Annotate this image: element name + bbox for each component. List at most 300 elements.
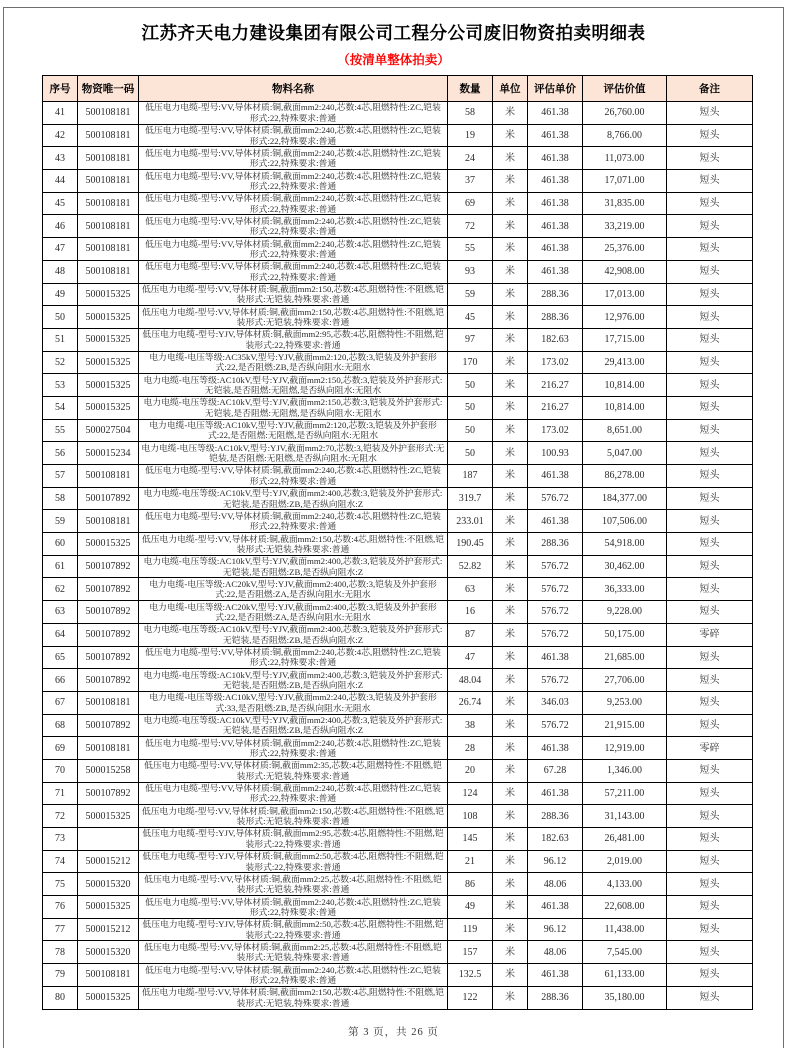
table-row xyxy=(43,737,753,760)
remark-cell: 短头 xyxy=(667,828,753,851)
unit-price-cell: 461.38 xyxy=(528,782,583,805)
row-number-cell: 58 xyxy=(43,487,78,510)
assessed-value-cell: 17,013.00 xyxy=(583,283,667,306)
material-name-cell: 电力电缆-电压等级:AC10kV,型号:YJV,截面mm2:400,芯数:3,铠装及外护套形式:无铠装,是否阻燃:ZB,是否纵向阻水:Z xyxy=(139,555,448,578)
remark-cell: 短头 xyxy=(667,533,753,556)
material-name-cell: 电力电缆-电压等级:AC20kV,型号:YJV,截面mm2:400,芯数:3,铠装及外护套形式:22,是否阻燃:ZA,是否纵向阻水:无阻水 xyxy=(139,578,448,601)
material-code-cell: 500015325 xyxy=(78,896,139,919)
material-name-cell: 低压电力电缆-型号:VV,导体材质:铜,截面mm2:240,芯数:4芯,阻燃特性:ZC,铠装形式:22,特殊要求:普通 xyxy=(139,465,448,488)
material-code-cell: 500107892 xyxy=(78,487,139,510)
row-number-cell: 71 xyxy=(43,782,78,805)
remark-cell: 短头 xyxy=(667,396,753,419)
unit-price-cell: 576.72 xyxy=(528,555,583,578)
assessed-value-cell: 35,180.00 xyxy=(583,986,667,1009)
row-number-cell: 61 xyxy=(43,555,78,578)
remark-cell: 短头 xyxy=(667,782,753,805)
table-row xyxy=(43,124,753,147)
material-name-cell: 电力电缆-电压等级:AC20kV,型号:YJV,截面mm2:400,芯数:3,铠装及外护套形式:22,是否阻燃:ZA,是否纵向阻水:无阻水 xyxy=(139,601,448,624)
quantity-cell: 37 xyxy=(448,170,493,193)
table-row xyxy=(43,782,753,805)
unit-cell: 米 xyxy=(493,215,528,238)
unit-price-cell: 461.38 xyxy=(528,147,583,170)
unit-price-cell: 216.27 xyxy=(528,374,583,397)
unit-cell: 米 xyxy=(493,918,528,941)
remark-cell: 短头 xyxy=(667,941,753,964)
material-code-cell: 500108181 xyxy=(78,238,139,261)
material-code-cell xyxy=(78,828,139,851)
row-number-cell: 76 xyxy=(43,896,78,919)
assessed-value-cell: 10,814.00 xyxy=(583,374,667,397)
table-row xyxy=(43,419,753,442)
table-row xyxy=(43,601,753,624)
material-name-cell: 电力电缆-电压等级:AC10kV,型号:YJV,截面mm2:120,芯数:3,铠装及外护套形式:22,是否阻燃:无阻燃,是否纵向阻水:无阻水 xyxy=(139,419,448,442)
unit-cell: 米 xyxy=(493,533,528,556)
assessed-value-cell: 50,175.00 xyxy=(583,623,667,646)
material-code-cell: 500027504 xyxy=(78,419,139,442)
table-row xyxy=(43,510,753,533)
material-name-cell: 电力电缆-电压等级:AC10kV,型号:YJV,截面mm2:400,芯数:3,铠装及外护套形式:无铠装,是否阻燃:ZB,是否纵向阻水:Z xyxy=(139,623,448,646)
table-row xyxy=(43,964,753,987)
row-number-cell: 41 xyxy=(43,102,78,125)
unit-cell: 米 xyxy=(493,374,528,397)
material-name-cell: 低压电力电缆-型号:VV,导体材质:铜,截面mm2:240,芯数:4芯,阻燃特性:ZC,铠装形式:22,特殊要求:普通 xyxy=(139,782,448,805)
quantity-cell: 16 xyxy=(448,601,493,624)
material-code-cell: 500015325 xyxy=(78,351,139,374)
assessed-value-cell: 42,908.00 xyxy=(583,260,667,283)
remark-cell: 短头 xyxy=(667,918,753,941)
quantity-cell: 48.04 xyxy=(448,669,493,692)
unit-price-cell: 288.36 xyxy=(528,533,583,556)
unit-cell: 米 xyxy=(493,714,528,737)
material-code-cell: 500015212 xyxy=(78,850,139,873)
assessed-value-cell: 61,133.00 xyxy=(583,964,667,987)
quantity-cell: 50 xyxy=(448,442,493,465)
row-number-cell: 72 xyxy=(43,805,78,828)
assessed-value-cell: 27,706.00 xyxy=(583,669,667,692)
assessed-value-cell: 11,438.00 xyxy=(583,918,667,941)
header-material-name: 物料名称 xyxy=(139,76,448,102)
quantity-cell: 97 xyxy=(448,328,493,351)
header-serial-number: 序号 xyxy=(43,76,78,102)
row-number-cell: 42 xyxy=(43,124,78,147)
unit-price-cell: 576.72 xyxy=(528,487,583,510)
unit-price-cell: 96.12 xyxy=(528,918,583,941)
unit-cell: 米 xyxy=(493,964,528,987)
quantity-cell: 19 xyxy=(448,124,493,147)
unit-price-cell: 461.38 xyxy=(528,170,583,193)
quantity-cell: 55 xyxy=(448,238,493,261)
material-code-cell: 500015258 xyxy=(78,759,139,782)
quantity-cell: 93 xyxy=(448,260,493,283)
quantity-cell: 145 xyxy=(448,828,493,851)
material-code-cell: 500108181 xyxy=(78,465,139,488)
assessed-value-cell: 31,835.00 xyxy=(583,192,667,215)
material-name-cell: 低压电力电缆-型号:VV,导体材质:铜,截面mm2:25,芯数:4芯,阻燃特性:不阻燃,铠装形式:无铠装,特殊要求:普通 xyxy=(139,941,448,964)
assessed-value-cell: 7,545.00 xyxy=(583,941,667,964)
assessed-value-cell: 21,915.00 xyxy=(583,714,667,737)
material-name-cell: 电力电缆-电压等级:AC10kV,型号:YJV,截面mm2:400,芯数:3,铠装及外护套形式:无铠装,是否阻燃:ZB,是否纵向阻水:Z xyxy=(139,487,448,510)
unit-price-cell: 48.06 xyxy=(528,873,583,896)
header-unit: 单位 xyxy=(493,76,528,102)
unit-cell: 米 xyxy=(493,465,528,488)
unit-cell: 米 xyxy=(493,669,528,692)
unit-cell: 米 xyxy=(493,828,528,851)
unit-price-cell: 346.03 xyxy=(528,691,583,714)
material-code-cell: 500107892 xyxy=(78,623,139,646)
row-number-cell: 54 xyxy=(43,396,78,419)
unit-price-cell: 96.12 xyxy=(528,850,583,873)
unit-price-cell: 288.36 xyxy=(528,986,583,1009)
table-header-row xyxy=(43,76,753,102)
remark-cell: 短头 xyxy=(667,964,753,987)
unit-price-cell: 182.63 xyxy=(528,828,583,851)
quantity-cell: 187 xyxy=(448,465,493,488)
unit-price-cell: 576.72 xyxy=(528,714,583,737)
remark-cell: 短头 xyxy=(667,646,753,669)
table-row xyxy=(43,873,753,896)
material-name-cell: 低压电力电缆-型号:YJV,导体材质:铜,截面mm2:50,芯数:4芯,阻燃特性:不阻燃,铠装形式:22,特殊要求:普通 xyxy=(139,850,448,873)
unit-cell: 米 xyxy=(493,986,528,1009)
unit-price-cell: 461.38 xyxy=(528,260,583,283)
assessed-value-cell: 22,608.00 xyxy=(583,896,667,919)
assessed-value-cell: 4,133.00 xyxy=(583,873,667,896)
quantity-cell: 319.7 xyxy=(448,487,493,510)
material-name-cell: 电力电缆-电压等级:AC10kV,型号:YJV,截面mm2:240,芯数:3,铠装及外护套形式:33,是否阻燃:ZB,是否纵向阻水:无阻水 xyxy=(139,691,448,714)
unit-price-cell: 100.93 xyxy=(528,442,583,465)
row-number-cell: 69 xyxy=(43,737,78,760)
table-row xyxy=(43,828,753,851)
table-row xyxy=(43,850,753,873)
unit-price-cell: 576.72 xyxy=(528,578,583,601)
row-number-cell: 46 xyxy=(43,215,78,238)
material-code-cell: 500108181 xyxy=(78,260,139,283)
material-code-cell: 500015320 xyxy=(78,941,139,964)
material-code-cell: 500108181 xyxy=(78,124,139,147)
remark-cell: 短头 xyxy=(667,102,753,125)
material-code-cell: 500108181 xyxy=(78,510,139,533)
assessed-value-cell: 9,228.00 xyxy=(583,601,667,624)
material-code-cell: 500107892 xyxy=(78,578,139,601)
unit-price-cell: 461.38 xyxy=(528,102,583,125)
material-name-cell: 低压电力电缆-型号:VV,导体材质:铜,截面mm2:240,芯数:4芯,阻燃特性:ZC,铠装形式:22,特殊要求:普通 xyxy=(139,192,448,215)
material-code-cell: 500015325 xyxy=(78,306,139,329)
row-number-cell: 56 xyxy=(43,442,78,465)
material-code-cell: 500015325 xyxy=(78,396,139,419)
row-number-cell: 62 xyxy=(43,578,78,601)
row-number-cell: 78 xyxy=(43,941,78,964)
quantity-cell: 132.5 xyxy=(448,964,493,987)
material-name-cell: 电力电缆-电压等级:AC10kV,型号:YJV,截面mm2:400,芯数:3,铠装及外护套形式:无铠装,是否阻燃:ZB,是否纵向阻水:Z xyxy=(139,669,448,692)
unit-price-cell: 461.38 xyxy=(528,646,583,669)
remark-cell: 短头 xyxy=(667,555,753,578)
unit-cell: 米 xyxy=(493,623,528,646)
material-name-cell: 低压电力电缆-型号:VV,导体材质:铜,截面mm2:150,芯数:4芯,阻燃特性:不阻燃,铠装形式:无铠装,特殊要求:普通 xyxy=(139,283,448,306)
remark-cell: 短头 xyxy=(667,328,753,351)
remark-cell: 短头 xyxy=(667,442,753,465)
quantity-cell: 87 xyxy=(448,623,493,646)
remark-cell: 短头 xyxy=(667,873,753,896)
row-number-cell: 50 xyxy=(43,306,78,329)
material-name-cell: 低压电力电缆-型号:VV,导体材质:铜,截面mm2:240,芯数:4芯,阻燃特性:ZC,铠装形式:22,特殊要求:普通 xyxy=(139,646,448,669)
remark-cell: 短头 xyxy=(667,510,753,533)
material-name-cell: 低压电力电缆-型号:VV,导体材质:铜,截面mm2:240,芯数:4芯,阻燃特性:ZC,铠装形式:22,特殊要求:普通 xyxy=(139,238,448,261)
remark-cell: 短头 xyxy=(667,147,753,170)
table-row xyxy=(43,215,753,238)
unit-price-cell: 173.02 xyxy=(528,351,583,374)
table-row xyxy=(43,918,753,941)
quantity-cell: 124 xyxy=(448,782,493,805)
remark-cell: 短头 xyxy=(667,465,753,488)
unit-price-cell: 576.72 xyxy=(528,669,583,692)
remark-cell: 短头 xyxy=(667,805,753,828)
remark-cell: 短头 xyxy=(667,215,753,238)
assessed-value-cell: 21,685.00 xyxy=(583,646,667,669)
unit-price-cell: 576.72 xyxy=(528,623,583,646)
row-number-cell: 73 xyxy=(43,828,78,851)
assessed-value-cell: 17,715.00 xyxy=(583,328,667,351)
assessed-value-cell: 26,481.00 xyxy=(583,828,667,851)
material-name-cell: 电力电缆-电压等级:AC10kV,型号:YJV,截面mm2:400,芯数:3,铠装及外护套形式:无铠装,是否阻燃:ZB,是否纵向阻水:Z xyxy=(139,714,448,737)
row-number-cell: 74 xyxy=(43,850,78,873)
quantity-cell: 58 xyxy=(448,102,493,125)
material-code-cell: 500015325 xyxy=(78,374,139,397)
unit-price-cell: 288.36 xyxy=(528,283,583,306)
table-row xyxy=(43,283,753,306)
row-number-cell: 63 xyxy=(43,601,78,624)
row-number-cell: 75 xyxy=(43,873,78,896)
unit-cell: 米 xyxy=(493,805,528,828)
unit-price-cell: 461.38 xyxy=(528,465,583,488)
quantity-cell: 122 xyxy=(448,986,493,1009)
quantity-cell: 24 xyxy=(448,147,493,170)
unit-price-cell: 461.38 xyxy=(528,215,583,238)
table-row xyxy=(43,578,753,601)
material-name-cell: 低压电力电缆-型号:VV,导体材质:铜,截面mm2:240,芯数:4芯,阻燃特性:ZC,铠装形式:22,特殊要求:普通 xyxy=(139,964,448,987)
unit-cell: 米 xyxy=(493,328,528,351)
table-row xyxy=(43,102,753,125)
unit-cell: 米 xyxy=(493,442,528,465)
quantity-cell: 47 xyxy=(448,646,493,669)
material-code-cell: 500015234 xyxy=(78,442,139,465)
unit-price-cell: 576.72 xyxy=(528,601,583,624)
unit-cell: 米 xyxy=(493,306,528,329)
table-row xyxy=(43,328,753,351)
row-number-cell: 79 xyxy=(43,964,78,987)
remark-cell: 短头 xyxy=(667,714,753,737)
quantity-cell: 233.01 xyxy=(448,510,493,533)
table-row xyxy=(43,669,753,692)
row-number-cell: 68 xyxy=(43,714,78,737)
unit-cell: 米 xyxy=(493,351,528,374)
remark-cell: 短头 xyxy=(667,850,753,873)
assessed-value-cell: 1,346.00 xyxy=(583,759,667,782)
unit-cell: 米 xyxy=(493,601,528,624)
material-code-cell: 500108181 xyxy=(78,192,139,215)
unit-cell: 米 xyxy=(493,487,528,510)
assessed-value-cell: 31,143.00 xyxy=(583,805,667,828)
remark-cell: 短头 xyxy=(667,351,753,374)
quantity-cell: 72 xyxy=(448,215,493,238)
table-row xyxy=(43,260,753,283)
quantity-cell: 50 xyxy=(448,396,493,419)
unit-cell: 米 xyxy=(493,147,528,170)
material-code-cell: 500108181 xyxy=(78,964,139,987)
unit-cell: 米 xyxy=(493,238,528,261)
material-name-cell: 低压电力电缆-型号:VV,导体材质:铜,截面mm2:150,芯数:4芯,阻燃特性:不阻燃,铠装形式:无铠装,特殊要求:普通 xyxy=(139,306,448,329)
remark-cell: 短头 xyxy=(667,170,753,193)
row-number-cell: 65 xyxy=(43,646,78,669)
row-number-cell: 52 xyxy=(43,351,78,374)
table-row xyxy=(43,805,753,828)
row-number-cell: 59 xyxy=(43,510,78,533)
quantity-cell: 26.74 xyxy=(448,691,493,714)
unit-price-cell: 67.28 xyxy=(528,759,583,782)
unit-cell: 米 xyxy=(493,759,528,782)
unit-cell: 米 xyxy=(493,124,528,147)
material-code-cell: 500107892 xyxy=(78,555,139,578)
material-code-cell: 500108181 xyxy=(78,691,139,714)
unit-cell: 米 xyxy=(493,646,528,669)
unit-price-cell: 288.36 xyxy=(528,805,583,828)
assessed-value-cell: 2,019.00 xyxy=(583,850,667,873)
quantity-cell: 170 xyxy=(448,351,493,374)
assessed-value-cell: 12,976.00 xyxy=(583,306,667,329)
assessed-value-cell: 25,376.00 xyxy=(583,238,667,261)
material-code-cell: 500107892 xyxy=(78,714,139,737)
quantity-cell: 119 xyxy=(448,918,493,941)
unit-cell: 米 xyxy=(493,941,528,964)
remark-cell: 短头 xyxy=(667,578,753,601)
quantity-cell: 45 xyxy=(448,306,493,329)
row-number-cell: 67 xyxy=(43,691,78,714)
table-row xyxy=(43,351,753,374)
table-row xyxy=(43,465,753,488)
unit-cell: 米 xyxy=(493,419,528,442)
remark-cell: 短头 xyxy=(667,986,753,1009)
unit-price-cell: 461.38 xyxy=(528,964,583,987)
quantity-cell: 21 xyxy=(448,850,493,873)
table-row xyxy=(43,941,753,964)
remark-cell: 短头 xyxy=(667,238,753,261)
unit-price-cell: 461.38 xyxy=(528,510,583,533)
table-row xyxy=(43,442,753,465)
table-row xyxy=(43,714,753,737)
material-code-cell: 500108181 xyxy=(78,102,139,125)
material-code-cell: 500108181 xyxy=(78,147,139,170)
material-name-cell: 低压电力电缆-型号:VV,导体材质:铜,截面mm2:240,芯数:4芯,阻燃特性:ZC,铠装形式:22,特殊要求:普通 xyxy=(139,510,448,533)
row-number-cell: 49 xyxy=(43,283,78,306)
quantity-cell: 69 xyxy=(448,192,493,215)
remark-cell: 短头 xyxy=(667,260,753,283)
material-code-cell: 500107892 xyxy=(78,646,139,669)
material-code-cell: 500108181 xyxy=(78,737,139,760)
unit-cell: 米 xyxy=(493,782,528,805)
assessed-value-cell: 8,651.00 xyxy=(583,419,667,442)
document-page xyxy=(3,7,784,1048)
table-row xyxy=(43,487,753,510)
quantity-cell: 38 xyxy=(448,714,493,737)
quantity-cell: 50 xyxy=(448,419,493,442)
header-quantity: 数量 xyxy=(448,76,493,102)
header-unit-price: 评估单价 xyxy=(528,76,583,102)
material-code-cell: 500015325 xyxy=(78,283,139,306)
remark-cell: 短头 xyxy=(667,487,753,510)
quantity-cell: 190.45 xyxy=(448,533,493,556)
assessed-value-cell: 17,071.00 xyxy=(583,170,667,193)
row-number-cell: 53 xyxy=(43,374,78,397)
unit-cell: 米 xyxy=(493,873,528,896)
assessed-value-cell: 5,047.00 xyxy=(583,442,667,465)
remark-cell: 短头 xyxy=(667,192,753,215)
material-name-cell: 电力电缆-电压等级:AC10kV,型号:YJV,截面mm2:150,芯数:3,铠装及外护套形式:无铠装,是否阻燃:无阻燃,是否纵向阻水:无阻水 xyxy=(139,374,448,397)
row-number-cell: 55 xyxy=(43,419,78,442)
material-code-cell: 500108181 xyxy=(78,170,139,193)
material-name-cell: 低压电力电缆-型号:VV,导体材质:铜,截面mm2:35,芯数:4芯,阻燃特性:不阻燃,铠装形式:无铠装,特殊要求:普通 xyxy=(139,759,448,782)
row-number-cell: 47 xyxy=(43,238,78,261)
material-name-cell: 低压电力电缆-型号:VV,导体材质:铜,截面mm2:150,芯数:4芯,阻燃特性:不阻燃,铠装形式:无铠装,特殊要求:普通 xyxy=(139,533,448,556)
unit-cell: 米 xyxy=(493,578,528,601)
remark-cell: 短头 xyxy=(667,124,753,147)
remark-cell: 短头 xyxy=(667,374,753,397)
quantity-cell: 157 xyxy=(448,941,493,964)
unit-cell: 米 xyxy=(493,396,528,419)
header-material-code: 物资唯一码 xyxy=(78,76,139,102)
row-number-cell: 70 xyxy=(43,759,78,782)
assessed-value-cell: 107,506.00 xyxy=(583,510,667,533)
material-code-cell: 500107892 xyxy=(78,601,139,624)
unit-cell: 米 xyxy=(493,192,528,215)
assessed-value-cell: 36,333.00 xyxy=(583,578,667,601)
material-name-cell: 低压电力电缆-型号:VV,导体材质:铜,截面mm2:150,芯数:4芯,阻燃特性:不阻燃,铠装形式:无铠装,特殊要求:普通 xyxy=(139,986,448,1009)
table-row xyxy=(43,759,753,782)
remark-cell: 零碎 xyxy=(667,623,753,646)
quantity-cell: 63 xyxy=(448,578,493,601)
auction-detail-table xyxy=(42,75,753,1010)
table-row xyxy=(43,192,753,215)
material-code-cell: 500015212 xyxy=(78,918,139,941)
table-row xyxy=(43,896,753,919)
assessed-value-cell: 8,766.00 xyxy=(583,124,667,147)
unit-price-cell: 48.06 xyxy=(528,941,583,964)
remark-cell: 短头 xyxy=(667,601,753,624)
unit-price-cell: 461.38 xyxy=(528,896,583,919)
page-subtitle: （按清单整体拍卖） xyxy=(337,53,450,67)
unit-price-cell: 461.38 xyxy=(528,238,583,261)
material-name-cell: 低压电力电缆-型号:VV,导体材质:铜,截面mm2:240,芯数:4芯,阻燃特性:ZC,铠装形式:22,特殊要求:普通 xyxy=(139,215,448,238)
unit-cell: 米 xyxy=(493,102,528,125)
remark-cell: 短头 xyxy=(667,306,753,329)
table-body xyxy=(43,102,753,1010)
unit-price-cell: 461.38 xyxy=(528,192,583,215)
table-row xyxy=(43,306,753,329)
table-row xyxy=(43,170,753,193)
unit-price-cell: 182.63 xyxy=(528,328,583,351)
material-name-cell: 电力电缆-电压等级:AC10kV,型号:YJV,截面mm2:150,芯数:3,铠装及外护套形式:无铠装,是否阻燃:无阻燃,是否纵向阻水:无阻水 xyxy=(139,396,448,419)
table-row xyxy=(43,555,753,578)
material-name-cell: 电力电缆-电压等级:AC10kV,型号:YJV,截面mm2:70,芯数:3,铠装及外护套形式:无铠装,是否阻燃:无阻燃,是否纵向阻水:无阻水 xyxy=(139,442,448,465)
header-remark: 备注 xyxy=(667,76,753,102)
table-row xyxy=(43,374,753,397)
quantity-cell: 59 xyxy=(448,283,493,306)
unit-cell: 米 xyxy=(493,737,528,760)
quantity-cell: 49 xyxy=(448,896,493,919)
row-number-cell: 48 xyxy=(43,260,78,283)
quantity-cell: 86 xyxy=(448,873,493,896)
row-number-cell: 80 xyxy=(43,986,78,1009)
unit-price-cell: 461.38 xyxy=(528,124,583,147)
material-name-cell: 低压电力电缆-型号:VV,导体材质:铜,截面mm2:240,芯数:4芯,阻燃特性:ZC,铠装形式:22,特殊要求:普通 xyxy=(139,170,448,193)
unit-cell: 米 xyxy=(493,896,528,919)
